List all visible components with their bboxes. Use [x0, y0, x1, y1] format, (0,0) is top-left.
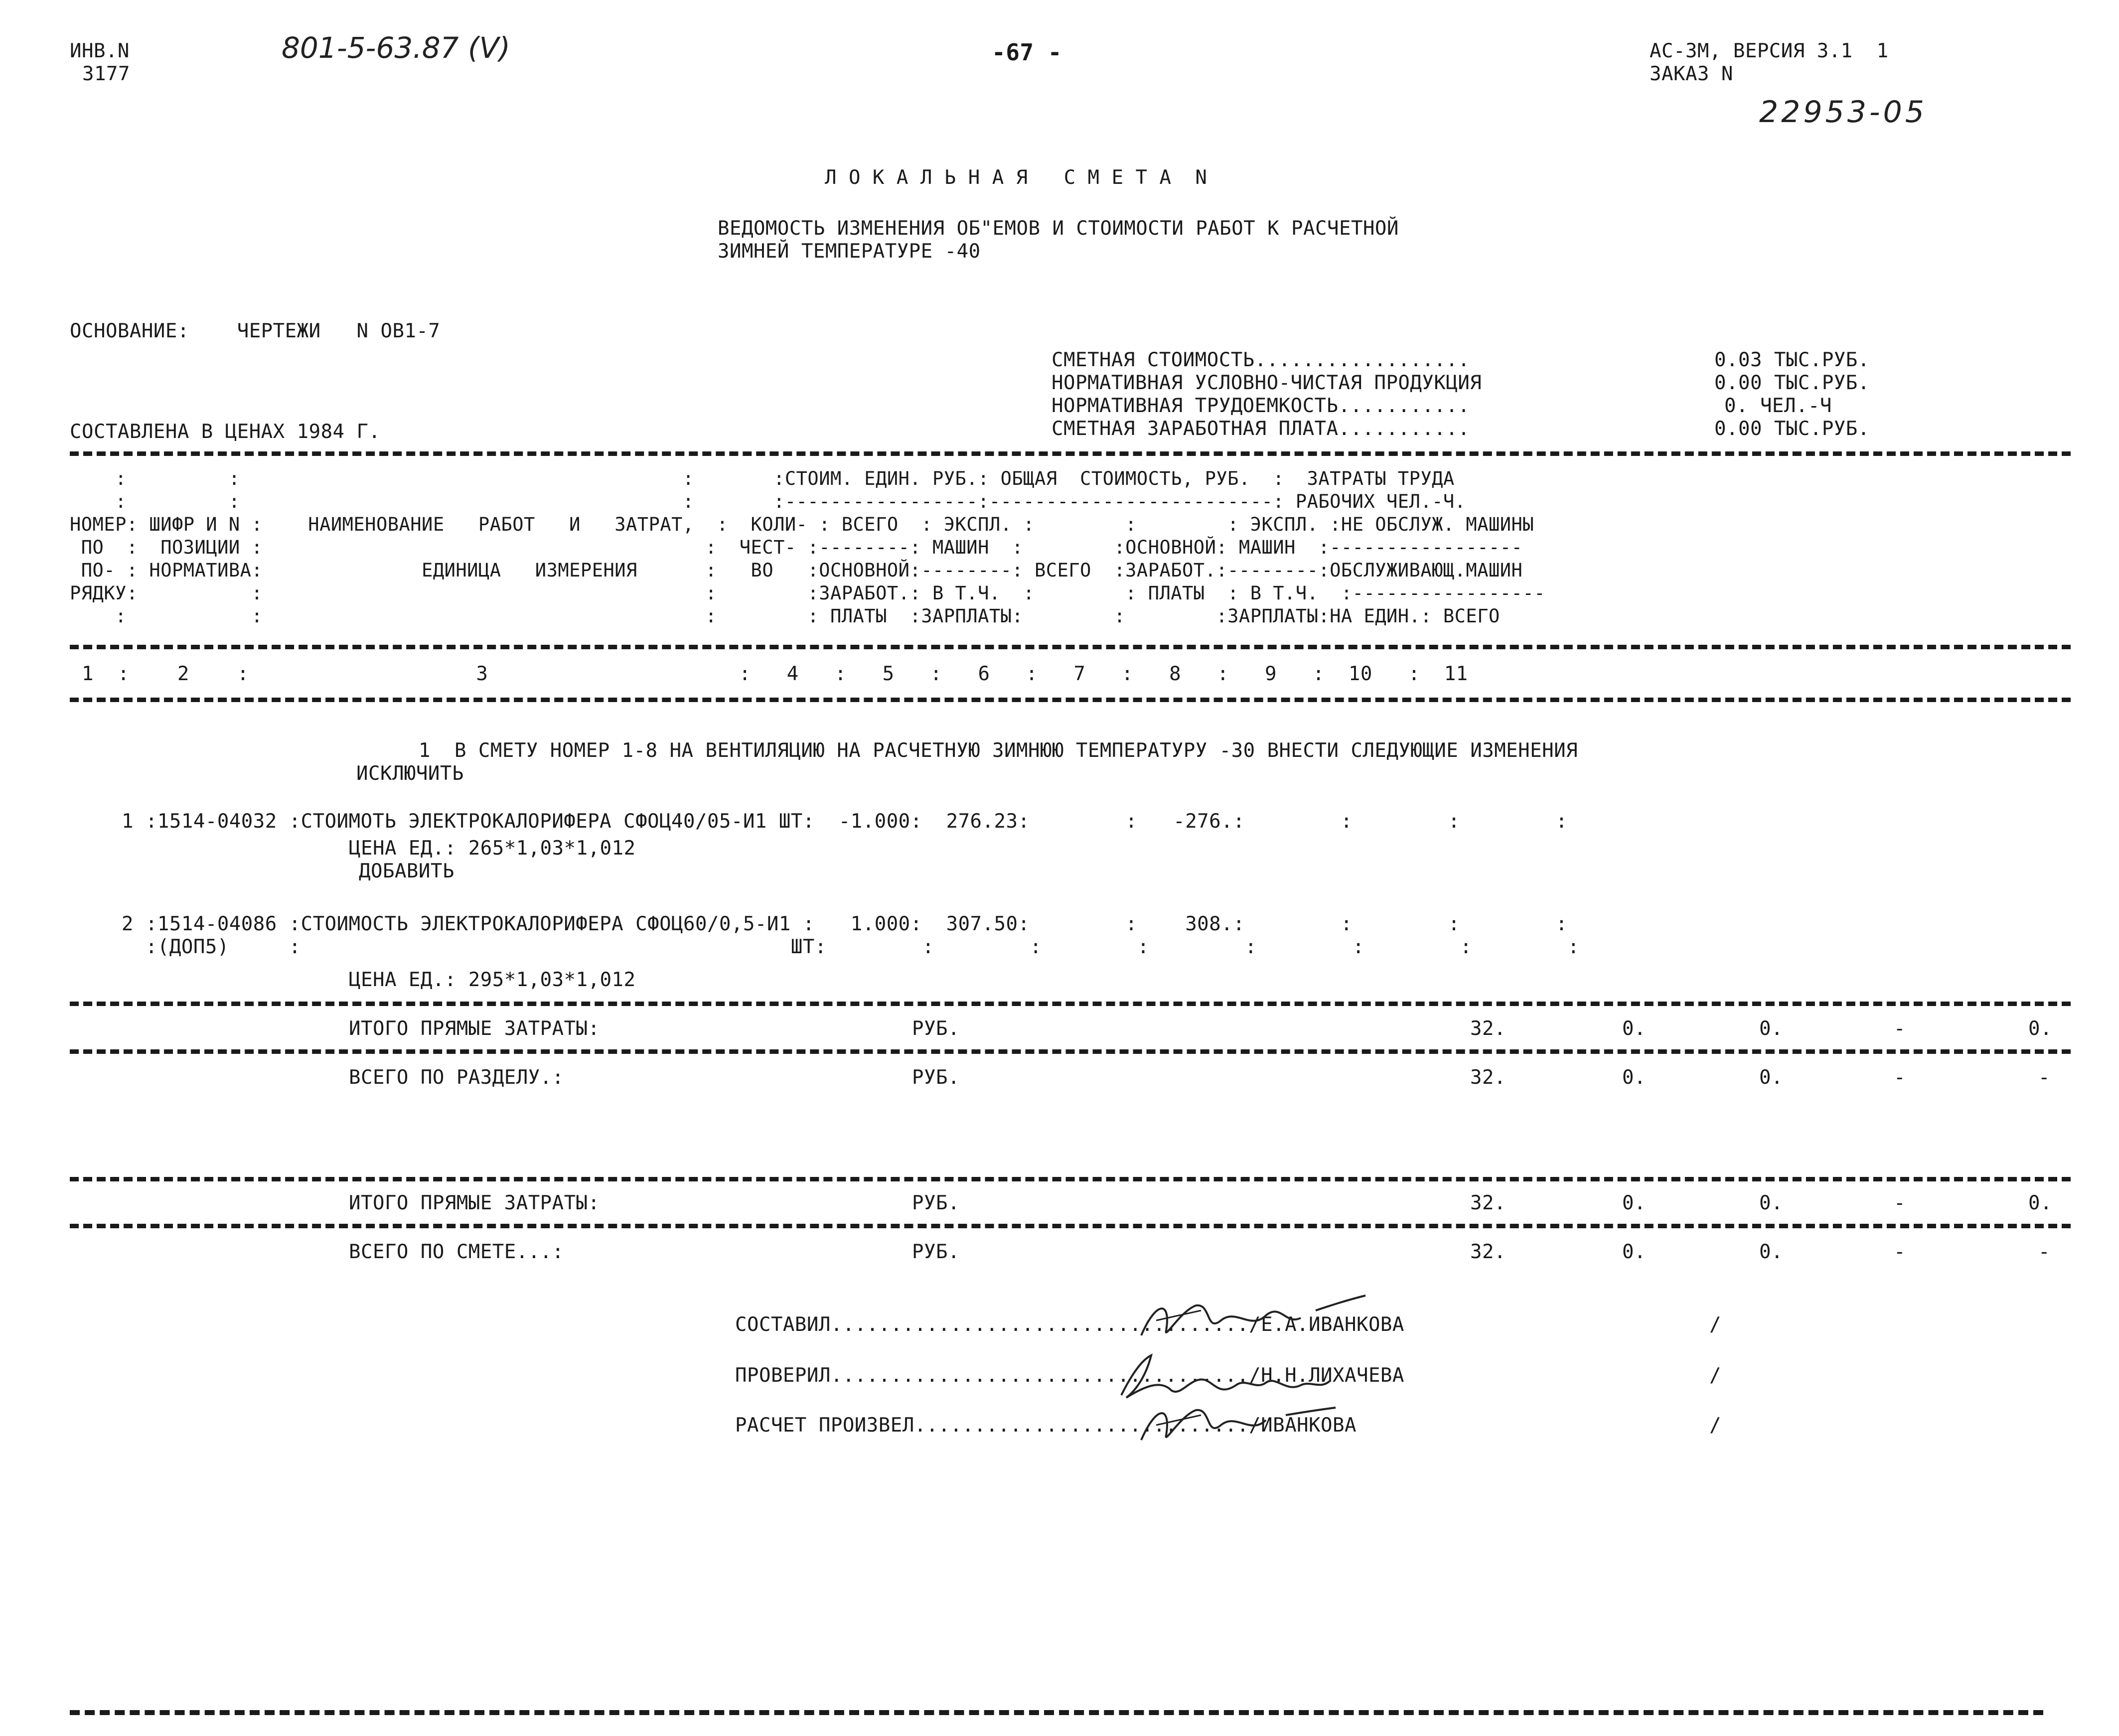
- signature-end: /: [1709, 1414, 1721, 1437]
- total-value: 0.: [1622, 1192, 1646, 1214]
- total-unit: РУБ.: [912, 1066, 960, 1089]
- total-label: ИТОГО ПРЯМЫЕ ЗАТРАТЫ:: [349, 1017, 600, 1040]
- table-row-continued: :(ДОП5) : ШТ: : : : : : : :: [110, 936, 1580, 958]
- table-divider: [70, 1049, 2071, 1054]
- total-value: -: [2038, 1241, 2050, 1263]
- total-value: 0.: [1759, 1241, 1783, 1263]
- total-value: 0.: [1759, 1017, 1783, 1040]
- total-value: 0.: [2028, 1017, 2052, 1040]
- signature-line: СОСТАВИЛ.................................../Е.А.ИВАНКОВА: [735, 1313, 1404, 1336]
- total-value: 32.: [1470, 1241, 1506, 1263]
- inv-number: 3177: [82, 63, 130, 85]
- table-header-line: : : : : ПЛАТЫ :ЗАРПЛАТЫ: : :ЗАРПЛАТЫ:НА ЕДИН.: ВСЕГО: [70, 605, 1500, 627]
- table-divider: [70, 1177, 2071, 1181]
- document-subtitle-2: ЗИМНЕЙ ТЕМПЕРАТУРЕ -40: [718, 240, 981, 263]
- total-value: 32.: [1470, 1192, 1506, 1214]
- total-unit: РУБ.: [912, 1192, 960, 1214]
- total-unit: РУБ.: [912, 1241, 960, 1263]
- summary-label: СМЕТНАЯ СТОИМОСТЬ..................: [1052, 349, 1470, 371]
- handwritten-signature: [1136, 1395, 1375, 1450]
- section-heading: 1 В СМЕТУ НОМЕР 1-8 НА ВЕНТИЛЯЦИЮ НА РАСЧЕТНУЮ ЗИМНЮЮ ТЕМПЕРАТУРУ -30 ВНЕСТИ СЛЕДУЮЩИЕ ИЗМЕНЕНИЯ: [419, 739, 1578, 762]
- summary-value: 0.00 ТЫС.РУБ.: [1714, 418, 1870, 440]
- table-row: 2 :1514-04086 :СТОИМОСТЬ ЭЛЕКТРОКАЛОРИФЕРА СФОЦ60/0,5-И1 : 1.000: 307.50: : 308.: : : :: [110, 913, 1568, 935]
- table-row: 1 :1514-04032 :СТОИМОТЬ ЭЛЕКТРОКАЛОРИФЕРА СФОЦ40/05-И1 ШТ: -1.000: 276.23: : -276.: : : :: [110, 810, 1568, 833]
- table-header-line: ПО- : НОРМАТИВА: ЕДИНИЦА ИЗМЕРЕНИЯ : ВО :ОСНОВНОЙ:--------: ВСЕГО :ЗАРАБОТ.:--------:ОБСЛУЖИВАЮЩ.МАШИН: [70, 560, 1523, 581]
- unit-price: ЦЕНА ЕД.: 295*1,03*1,012: [349, 969, 636, 991]
- total-label: ВСЕГО ПО СМЕТЕ...:: [349, 1241, 564, 1263]
- document-subtitle-1: ВЕДОМОСТЬ ИЗМЕНЕНИЯ ОБ"ЕМОВ И СТОИМОСТИ РАБОТ К РАСЧЕТНОЙ: [718, 217, 1399, 240]
- page-number: -67 -: [992, 39, 1062, 66]
- exclude-label: ИСКЛЮЧИТЬ: [356, 762, 464, 785]
- summary-value: 0. ЧЕЛ.-Ч: [1724, 395, 1832, 417]
- table-header-line: РЯДКУ: : : :ЗАРАБОТ.: В Т.Ч. : : ПЛАТЫ : В Т.Ч. :-----------------: [70, 582, 1545, 604]
- table-header-line: НОМЕР: ШИФР И N : НАИМЕНОВАНИЕ РАБОТ И ЗАТРАТ, : КОЛИ- : ВСЕГО : ЭКСПЛ. : : : ЭКСПЛ. :НЕ ОБСЛУЖ. МАШИНЫ: [70, 514, 1534, 535]
- total-unit: РУБ.: [912, 1017, 960, 1040]
- bottom-divider: [70, 1710, 2043, 1715]
- unit-price: ЦЕНА ЕД.: 265*1,03*1,012: [349, 837, 636, 860]
- handwritten-signature: [1136, 1291, 1375, 1345]
- total-value: 32.: [1470, 1017, 1506, 1040]
- table-header-line: ПО : ПОЗИЦИИ : : ЧЕСТ- :--------: МАШИН : :ОСНОВНОЙ: МАШИН :-----------------: [70, 537, 1523, 558]
- prices-line: СОСТАВЛЕНА В ЦЕНАХ 1984 Г.: [70, 421, 381, 443]
- order-label: ЗАКАЗ N: [1650, 63, 1733, 85]
- signature-end: /: [1709, 1313, 1721, 1336]
- column-numbers: 1 : 2 : 3 : 4 : 5 : 6 : 7 : 8 : 9 : 10 : 11: [70, 663, 1468, 685]
- summary-value: 0.00 ТЫС.РУБ.: [1714, 372, 1870, 394]
- total-value: 32.: [1470, 1066, 1506, 1089]
- doc-code: 801-5-63.87 (V): [282, 31, 510, 65]
- total-value: 0.: [2028, 1192, 2052, 1214]
- summary-label: НОРМАТИВНАЯ УСЛОВНО-ЧИСТАЯ ПРОДУКЦИЯ: [1052, 372, 1482, 394]
- order-number: 22953-05: [1759, 95, 1927, 130]
- add-label: ДОБАВИТЬ: [359, 860, 454, 882]
- total-value: -: [1894, 1192, 1906, 1214]
- summary-value: 0.03 ТЫС.РУБ.: [1714, 349, 1870, 371]
- total-value: 0.: [1759, 1192, 1783, 1214]
- table-divider: [70, 1224, 2071, 1228]
- total-value: -: [1894, 1017, 1906, 1040]
- signature-line: ПРОВЕРИЛ.................................../Н.Н.ЛИХАЧЕВА: [735, 1364, 1404, 1387]
- total-value: 0.: [1622, 1066, 1646, 1089]
- total-value: -: [2038, 1066, 2050, 1089]
- table-divider: [70, 1002, 2071, 1006]
- system-version: АС-3М, ВЕРСИЯ 3.1 1: [1650, 40, 1889, 62]
- total-label: ИТОГО ПРЯМЫЕ ЗАТРАТЫ:: [349, 1192, 600, 1214]
- inv-label: ИНВ.N: [70, 40, 130, 62]
- total-value: 0.: [1622, 1017, 1646, 1040]
- table-divider: [70, 645, 2071, 649]
- total-value: -: [1894, 1066, 1906, 1089]
- table-header-line: : : : :-----------------:-------------------------: РАБОЧИХ ЧЕЛ.-Ч.: [70, 491, 1466, 512]
- total-value: -: [1894, 1241, 1906, 1263]
- table-divider: [70, 698, 2071, 702]
- total-value: 0.: [1759, 1066, 1783, 1089]
- table-header-line: : : : :СТОИМ. ЕДИН. РУБ.: ОБЩАЯ СТОИМОСТЬ, РУБ. : ЗАТРАТЫ ТРУДА: [70, 468, 1455, 489]
- signature-end: /: [1709, 1364, 1721, 1387]
- signature-line: РАСЧЕТ ПРОИЗВЕЛ............................/ИВАНКОВА: [735, 1414, 1357, 1437]
- table-divider: [70, 451, 2071, 456]
- total-value: 0.: [1622, 1241, 1646, 1263]
- document-title: Л О К А Л Ь Н А Я С М Е Т А N: [825, 166, 1208, 189]
- summary-label: СМЕТНАЯ ЗАРАБОТНАЯ ПЛАТА...........: [1052, 418, 1470, 440]
- total-label: ВСЕГО ПО РАЗДЕЛУ.:: [349, 1066, 564, 1089]
- basis-line: ОСНОВАНИЕ: ЧЕРТЕЖИ N ОВ1-7: [70, 320, 441, 342]
- summary-label: НОРМАТИВНАЯ ТРУДОЕМКОСТЬ...........: [1052, 395, 1470, 417]
